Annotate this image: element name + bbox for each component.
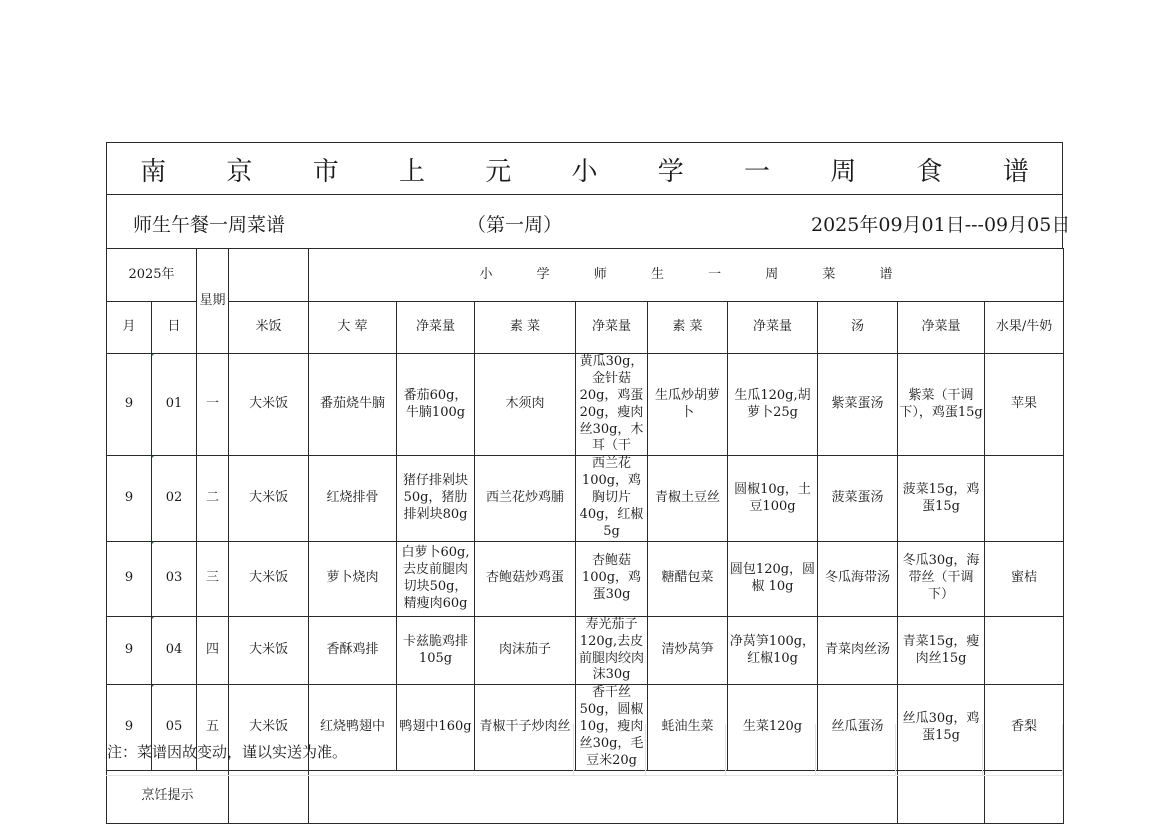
menu-sheet — [106, 142, 1071, 804]
blank-header-cell — [229, 249, 309, 302]
day-text: 01 — [165, 396, 183, 412]
cooking-tip-row — [107, 770, 1064, 823]
meat-cell: 番茄烧牛腩 — [309, 354, 397, 456]
meat-qty-cell: 鸭翅中160g — [397, 685, 475, 770]
veg2-cell: 青椒土豆丝 — [648, 456, 728, 541]
day-cell — [152, 616, 197, 685]
date-range: 2025年09月01日---09月05日 — [811, 214, 1071, 236]
table-row — [107, 354, 1064, 456]
cooking-tip-blank — [229, 770, 309, 823]
faint-gridline — [725, 724, 726, 776]
table-row — [107, 616, 1064, 685]
column-header-row — [107, 302, 1064, 354]
meat-qty-cell: 猪仔排剁块50g，猪肋排剁块80g — [397, 456, 475, 541]
day-cell — [152, 456, 197, 541]
info-row — [106, 194, 1071, 248]
section-header-row — [107, 249, 1064, 302]
soup-qty-cell: 紫菜（干调下），鸡蛋15g — [898, 354, 985, 456]
month-cell: 9 — [107, 541, 152, 616]
rice-cell: 大米饭 — [229, 354, 309, 456]
meat-qty-header: 净菜量 — [397, 302, 475, 354]
soup-qty-cell: 菠菜15g，鸡蛋15g — [898, 456, 985, 541]
cooking-tip-blank-3 — [985, 770, 1064, 823]
meat-cell: 香酥鸡排 — [309, 616, 397, 685]
table-row — [107, 541, 1064, 616]
cooking-tip-blank-2 — [898, 770, 985, 823]
day-text: 02 — [165, 490, 183, 506]
meat-qty-cell: 卡兹脆鸡排105g — [397, 616, 475, 685]
comment-marker-icon — [152, 541, 156, 545]
month-cell: 9 — [107, 456, 152, 541]
comment-marker-icon — [152, 354, 156, 358]
day-cell — [152, 541, 197, 616]
month-cell: 9 — [107, 685, 152, 770]
veg2-cell: 蚝油生菜 — [648, 685, 728, 770]
veg1-cell: 西兰花炒鸡脯 — [475, 456, 576, 541]
veg2-qty-cell: 生菜120g — [728, 685, 818, 770]
rice-cell: 大米饭 — [229, 616, 309, 685]
soup-qty-cell: 青菜15g，瘦肉丝15g — [898, 616, 985, 685]
soup-qty-header: 净菜量 — [898, 302, 985, 354]
footnote: 注：菜谱因故变动，谨以实送为准。 — [107, 743, 348, 761]
fruit-header: 水果/牛奶 — [985, 302, 1064, 354]
veg1-cell: 木须肉 — [475, 354, 576, 456]
faint-gridline — [895, 724, 896, 776]
day-text: 04 — [165, 642, 183, 658]
weekday-cell: 四 — [197, 616, 229, 685]
veg1-qty-header: 净菜量 — [576, 302, 648, 354]
veg2-header: 素 菜 — [648, 302, 728, 354]
faint-gridline — [106, 775, 1063, 776]
lunch-menu-label: 师生午餐一周菜谱 — [133, 214, 286, 236]
soup-cell: 青菜肉丝汤 — [818, 616, 898, 685]
cooking-tip-label: 烹饪提示 — [107, 770, 229, 823]
veg1-qty-cell: 香干丝50g，圆椒10g，瘦肉丝30g，毛豆米20g — [576, 685, 648, 770]
soup-header: 汤 — [818, 302, 898, 354]
veg2-qty-cell: 圆椒10g，土豆100g — [728, 456, 818, 541]
rice-cell: 大米饭 — [229, 541, 309, 616]
faint-gridline — [1062, 724, 1063, 776]
fruit-cell — [985, 456, 1064, 541]
veg2-qty-cell: 净莴笋100g，红椒10g — [728, 616, 818, 685]
month-cell: 9 — [107, 616, 152, 685]
comment-marker-icon — [152, 685, 156, 689]
weekday-cell: 二 — [197, 456, 229, 541]
meat-cell: 红烧排骨 — [309, 456, 397, 541]
day-text: 03 — [165, 570, 183, 586]
veg1-cell: 杏鲍菇炒鸡蛋 — [475, 541, 576, 616]
week-number: （第一周） — [467, 214, 563, 236]
faint-gridline — [645, 724, 646, 776]
veg1-qty-cell: 西兰花100g，鸡胸切片40g，红椒5g — [576, 456, 648, 541]
veg2-qty-cell: 圆包120g，圆椒 10g — [728, 541, 818, 616]
veg2-qty-cell: 生瓜120g,胡萝卜25g — [728, 354, 818, 456]
faint-gridline — [815, 724, 816, 776]
soup-cell: 紫菜蛋汤 — [818, 354, 898, 456]
veg1-qty-cell: 黄瓜30g，金针菇20g，鸡蛋20g，瘦肉丝30g，木耳（干 — [576, 354, 648, 456]
meat-header: 大 荤 — [309, 302, 397, 354]
page-title: 南 京 市 上 元 小 学 一 周 食 谱 — [106, 142, 1063, 195]
fruit-cell — [985, 616, 1064, 685]
footnote-area — [106, 724, 1063, 776]
day-text: 05 — [165, 719, 183, 735]
veg2-cell: 生瓜炒胡萝卜 — [648, 354, 728, 456]
fruit-cell: 蜜桔 — [985, 541, 1064, 616]
month-cell: 9 — [107, 354, 152, 456]
comment-marker-icon — [152, 456, 156, 460]
veg2-cell: 清炒莴笋 — [648, 616, 728, 685]
faint-gridline — [982, 724, 983, 776]
section-title: 小 学 师 生 一 周 菜 谱 — [309, 249, 1064, 302]
cooking-tip-content — [309, 770, 898, 823]
veg1-cell: 肉沫茄子 — [475, 616, 576, 685]
veg2-cell: 糖醋包菜 — [648, 541, 728, 616]
fruit-cell: 苹果 — [985, 354, 1064, 456]
soup-qty-cell: 冬瓜30g，海带丝（干调下） — [898, 541, 985, 616]
meat-qty-cell: 白萝卜60g,去皮前腿肉切块50g，精瘦肉60g — [397, 541, 475, 616]
weekday-cell: 一 — [197, 354, 229, 456]
veg1-header: 素 菜 — [475, 302, 576, 354]
veg1-cell: 青椒干子炒肉丝 — [475, 685, 576, 770]
meat-cell: 萝卜烧肉 — [309, 541, 397, 616]
soup-qty-cell: 丝瓜30g，鸡蛋15g — [898, 685, 985, 770]
weekday-header: 星期 — [197, 249, 229, 354]
weekday-cell: 三 — [197, 541, 229, 616]
year-header: 2025年 — [107, 249, 197, 302]
meat-cell: 红烧鸭翅中 — [309, 685, 397, 770]
faint-gridline — [573, 724, 574, 776]
comment-marker-icon — [152, 616, 156, 620]
weekday-cell: 五 — [197, 685, 229, 770]
meat-qty-cell: 番茄60g，牛腩100g — [397, 354, 475, 456]
rice-cell: 大米饭 — [229, 685, 309, 770]
soup-cell: 菠菜蛋汤 — [818, 456, 898, 541]
veg1-qty-cell: 杏鲍菇100g，鸡蛋30g — [576, 541, 648, 616]
month-header: 月 — [107, 302, 152, 354]
rice-header: 米饭 — [229, 302, 309, 354]
soup-cell: 冬瓜海带汤 — [818, 541, 898, 616]
day-header: 日 — [152, 302, 197, 354]
veg1-qty-cell: 寿光茄子120g,去皮前腿肉绞肉沫30g — [576, 616, 648, 685]
table-row — [107, 456, 1064, 541]
day-cell — [152, 354, 197, 456]
soup-cell: 丝瓜蛋汤 — [818, 685, 898, 770]
rice-cell: 大米饭 — [229, 456, 309, 541]
fruit-cell: 香梨 — [985, 685, 1064, 770]
veg2-qty-header: 净菜量 — [728, 302, 818, 354]
